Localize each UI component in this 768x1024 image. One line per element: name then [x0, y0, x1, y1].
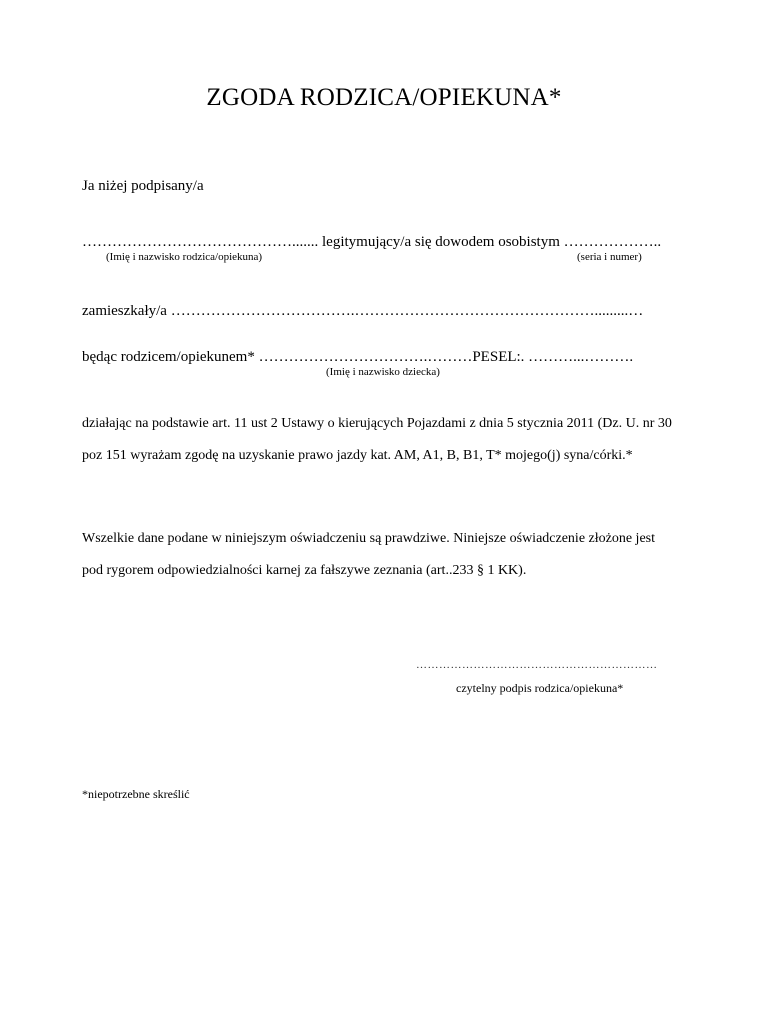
document-title: ZGODA RODZICA/OPIEKUNA* — [206, 84, 562, 111]
declaration-line-1: Wszelkie dane podane w niniejszym oświadczeniu są prawdziwe. Niniejsze oświadczenie złożone jest — [82, 531, 656, 546]
id-caption: (seria i numer) — [577, 251, 642, 263]
parent-name-caption: (Imię i nazwisko rodzica/opiekuna) — [106, 251, 263, 263]
address-line: zamieszkały/a ……………………………….………………………………………….........… — [82, 303, 644, 319]
child-line: będąc rodzicem/opiekunem* …………………………….………PESEL:. ………...………. — [82, 349, 634, 365]
consent-line-1: działając na podstawie art. 11 ust 2 Ustawy o kierujących Pojazdami z dnia 5 stycznia 2011 (Dz. U. nr 30 — [82, 416, 672, 431]
signature-line: ……………………………………………………… — [416, 659, 658, 671]
child-name-caption: (Imię i nazwisko dziecka) — [326, 366, 440, 378]
parent-line: ……………………………………....... legitymujący/a się dowodem osobistym ……………….. — [82, 234, 662, 250]
intro-text: Ja niżej podpisany/a — [82, 178, 204, 194]
declaration-line-2: pod rygorem odpowiedzialności karnej za fałszywe zeznania (art..233 § 1 KK). — [82, 563, 527, 578]
consent-line-2: poz 151 wyrażam zgodę na uzyskanie prawo jazdy kat. AM, A1, B, B1, T* mojego(j) syna/córki.* — [82, 448, 633, 463]
footnote: *niepotrzebne skreślić — [82, 787, 190, 801]
signature-caption: czytelny podpis rodzica/opiekuna* — [456, 681, 624, 695]
